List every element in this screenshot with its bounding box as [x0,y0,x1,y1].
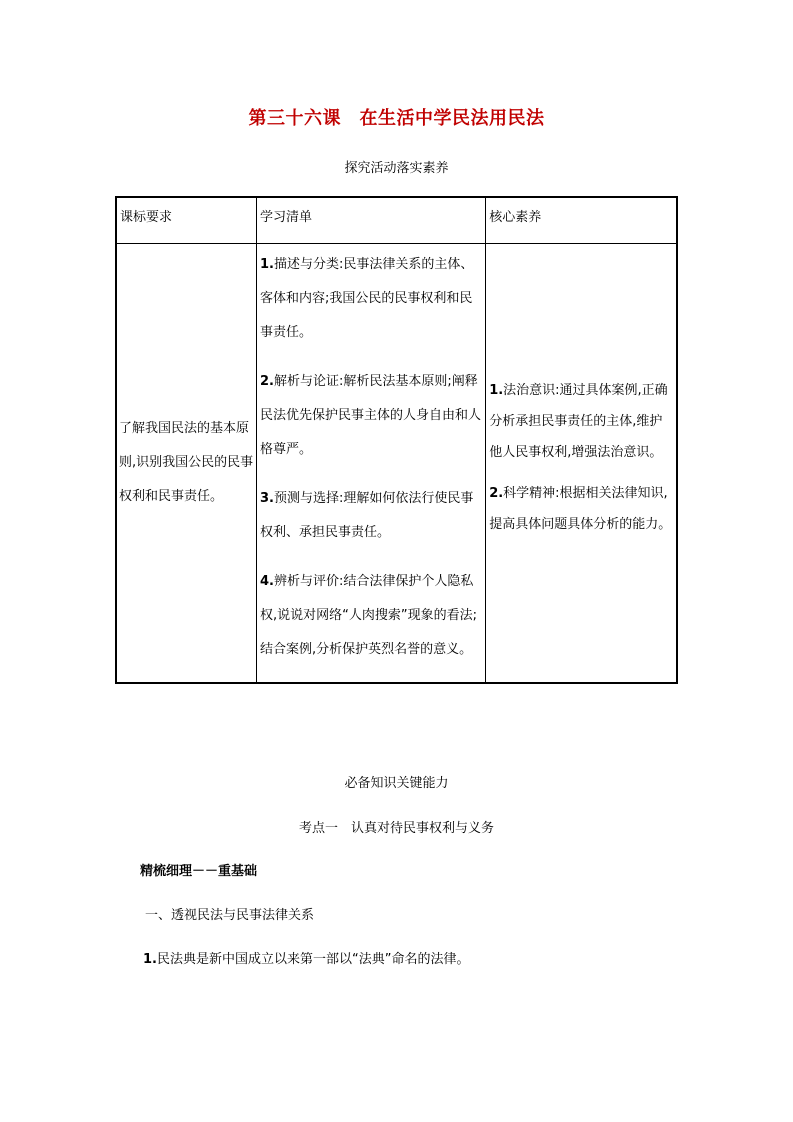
item-number: 1. [489,383,504,398]
item-text: 解析与论证:解析民法基本原则;阐释民法优先保护民事主体的人身自由和人格尊严。 [260,373,482,457]
item-number: 1. [260,256,274,272]
topic-title: 考点一 认真对待民事权利与义务 [298,821,494,836]
point-text: 民法典是新中国成立以来第一部以“法典”命名的法律。 [156,952,470,967]
list-item [260,248,483,350]
point-number: 1. [143,952,157,967]
header-learning-list: 学习清单 [257,197,486,243]
learning-list-cell [257,243,486,683]
item-number: 3. [260,490,274,506]
requirement-cell [116,243,257,683]
curriculum-table [115,196,678,684]
section-title: 必备知识关键能力 [344,776,449,791]
list-item [489,478,674,540]
header-requirement: 课标要求 [116,197,257,243]
list-item [260,365,483,467]
list-item [260,565,483,667]
subheading: 一、透视民法与民事法律关系 [145,908,315,923]
page-subtitle: 探究活动落实素养 [344,161,449,176]
item-text: 预测与选择:理解如何依法行使民事权利、承担民事责任。 [260,490,474,540]
point-1 [143,948,469,967]
item-number: 2. [489,486,504,501]
list-item [260,482,483,550]
table-row [116,243,677,683]
item-text: 描述与分类:民事法律关系的主体、客体和内容;我国公民的民事权利和民事责任。 [260,256,474,340]
requirement-text: 了解我国民法的基本原则,识别我国公民的民事权利和民事责任。 [119,420,254,504]
page-title: 第三十六课 在生活中学民法用民法 [248,108,545,129]
table-header-row [116,197,677,243]
item-text: 辨析与评价:结合法律保护个人隐私权,说说对网络“人肉搜索”现象的看法;结合案例,分析保护英烈名誉的意义。 [260,573,477,657]
header-core-literacy: 核心素养 [486,197,677,243]
item-number: 2. [260,373,274,389]
list-item [489,375,674,468]
item-text: 科学精神:根据相关法律知识,提高具体问题具体分析的能力。 [489,486,672,532]
item-number: 4. [260,573,274,589]
bold-heading: 精梳细理－－重基础 [140,864,258,879]
core-literacy-cell [486,243,677,683]
item-text: 法治意识:通过具体案例,正确分析承担民事责任的主体,维护他人民事权利,增强法治意识。 [489,383,668,460]
